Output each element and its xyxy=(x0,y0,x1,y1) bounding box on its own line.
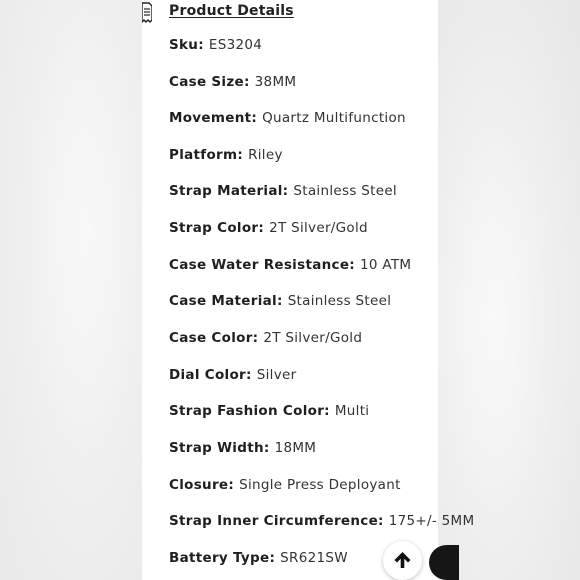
background-right xyxy=(438,0,580,580)
spec-value: 10 ATM xyxy=(359,257,412,273)
spec-value: SR621SW xyxy=(280,550,348,566)
spec-row-platform xyxy=(169,147,283,163)
spec-label: Strap Fashion Color: xyxy=(169,403,335,419)
background-left xyxy=(0,0,142,580)
arrow-up-icon xyxy=(393,550,412,570)
spec-value: Silver xyxy=(256,367,297,383)
chat-button[interactable] xyxy=(429,545,459,580)
spec-value: 2T Silver/Gold xyxy=(269,220,368,236)
spec-label: Sku: xyxy=(169,37,209,53)
spec-value: Multi xyxy=(334,403,370,419)
spec-label: Dial Color: xyxy=(169,367,257,383)
spec-value: Riley xyxy=(248,147,283,163)
spec-row-case-material xyxy=(169,293,391,309)
spec-label: Strap Inner Circumference: xyxy=(169,513,389,529)
spec-label: Strap Material: xyxy=(169,183,294,199)
spec-label: Case Size: xyxy=(169,74,255,90)
scroll-to-top-button[interactable] xyxy=(383,541,422,580)
spec-value: 38MM xyxy=(254,74,297,90)
spec-row-strap-material xyxy=(169,183,397,199)
spec-label: Closure: xyxy=(169,477,240,493)
spec-label: Strap Width: xyxy=(169,440,275,456)
spec-row-movement xyxy=(169,110,406,126)
spec-value: Stainless Steel xyxy=(287,293,392,309)
spec-row-case-color xyxy=(169,330,362,346)
spec-label: Case Water Resistance: xyxy=(169,257,360,273)
spec-value: 175+/- 5MM xyxy=(388,513,475,529)
spec-row-battery-type xyxy=(169,550,348,566)
spec-row-strap-color xyxy=(169,220,368,236)
spec-value: Single Press Deployant xyxy=(239,477,401,493)
spec-row-strap-fashion-color xyxy=(169,403,369,419)
page-title: Product Details xyxy=(169,3,294,19)
spec-value: 18MM xyxy=(274,440,317,456)
spec-row-closure xyxy=(169,477,401,493)
spec-label: Case Color: xyxy=(169,330,264,346)
spec-value: Stainless Steel xyxy=(293,183,397,199)
spec-row-strap-inner-circumference xyxy=(169,513,474,529)
spec-label: Case Material: xyxy=(169,293,288,309)
spec-value: 2T Silver/Gold xyxy=(263,330,363,346)
spec-label: Platform: xyxy=(169,147,249,163)
spec-value: ES3204 xyxy=(208,37,263,53)
spec-row-sku xyxy=(169,37,262,53)
spec-label: Battery Type: xyxy=(169,550,281,566)
document-icon xyxy=(142,2,152,24)
spec-row-strap-width xyxy=(169,440,316,456)
spec-label: Movement: xyxy=(169,110,263,126)
spec-label: Strap Color: xyxy=(169,220,270,236)
spec-row-case-water-resistance xyxy=(169,257,411,273)
spec-row-dial-color xyxy=(169,367,296,383)
spec-row-case-size xyxy=(169,74,296,90)
spec-value: Quartz Multifunction xyxy=(262,110,406,126)
